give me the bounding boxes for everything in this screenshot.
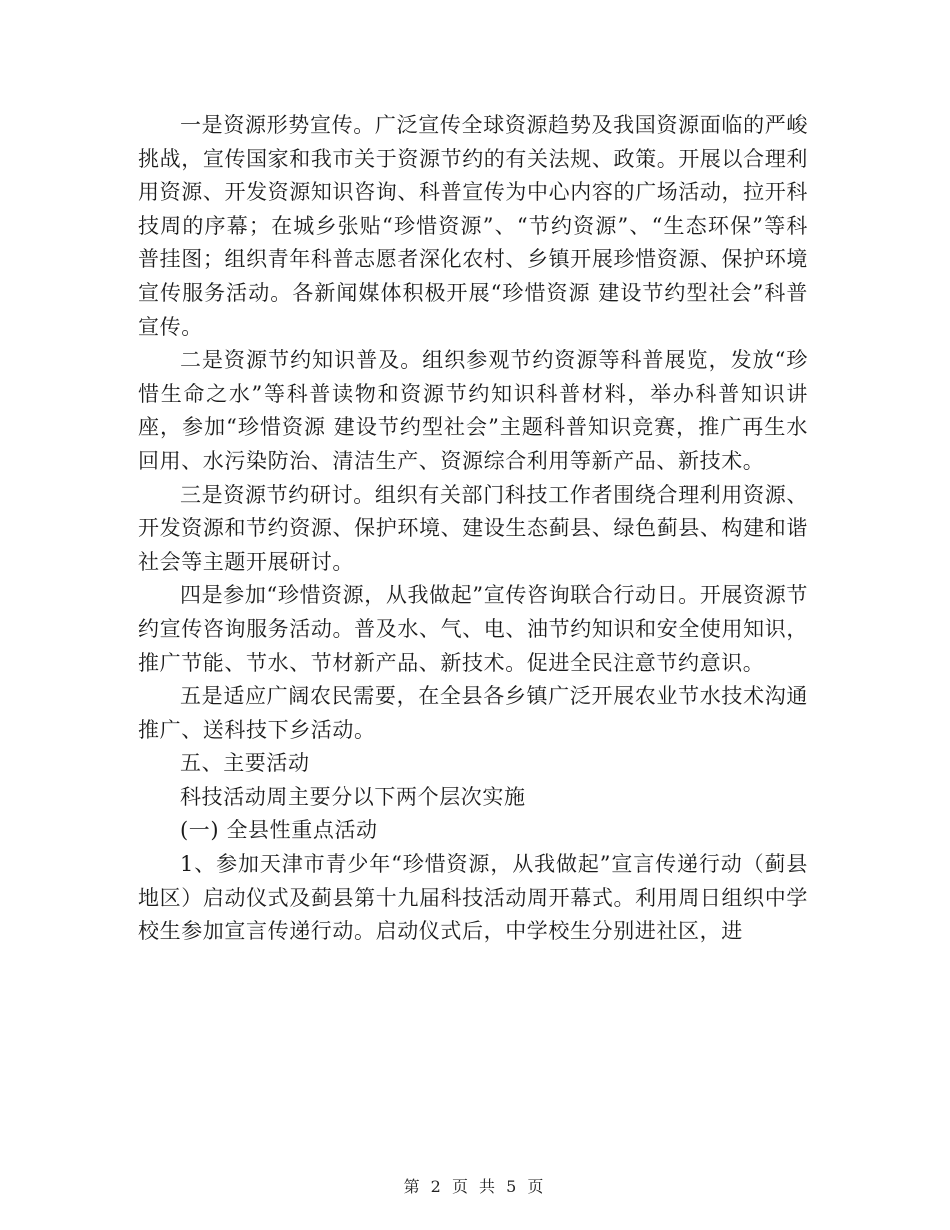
intro-line: 科技活动周主要分以下两个层次实施 — [180, 784, 526, 809]
paragraph-resource-seminar: 三是资源节约研讨。组织有关部门科技工作者围绕合理利用资源、开发资源和节约资源、保护环境、建设生态蓟县、绿色蓟县、构建和谐社会等主题开展研讨。 — [138, 482, 808, 574]
section-heading-main-activities: 五、主要活动 — [180, 751, 310, 776]
page-number-footer: 第 2 页 共 5 页 — [403, 1177, 547, 1196]
paragraph-action-day: 四是参加“珍惜资源，从我做起”宣传咨询联合行动日。开展资源节约宣传咨询服务活动。普及水、气、电、油节约知识和安全使用知识，推广节能、节水、节材新产品、新技术。促进全民注意节约意识。 — [138, 583, 808, 675]
paragraph-resource-situation: 一是资源形势宣传。广泛宣传全球资源趋势及我国资源面临的严峻挑战，宣传国家和我市关于资源节约的有关法规、政策。开展以合理利用资源、开发资源知识咨询、科普宣传为中心内容的广场活动，拉开科技周的序幕；在城乡张贴“珍惜资源”、“节约资源”、“生态环保”等科普挂图；组织青年科普志愿者深化农村、乡镇开展珍惜资源、保护环境宣传服务活动。各新闻媒体积极开展“珍惜资源 建设节约型社会”科普宣传。 — [138, 113, 808, 339]
paragraph-rural-promotion: 五是适应广阔农民需要，在全县各乡镇广泛开展农业节水技术沟通推广、送科技下乡活动。 — [138, 684, 808, 742]
document-body — [138, 109, 808, 949]
subsection-heading-county-activities: (一) 全县性重点活动 — [180, 818, 378, 843]
paragraph-knowledge-popularization: 二是资源节约知识普及。组织参观节约资源等科普展览，发放“珍惜生命之水”等科普读物和资源节约知识科普材料，举办科普知识讲座，参加“珍惜资源 建设节约型社会”主题科普知识竞赛，推广再生水回用、水污染防治、清洁生产、资源综合利用等新产品、新技术。 — [138, 348, 808, 473]
list-item-1: 1、参加天津市青少年“珍惜资源，从我做起”宣言传递行动（蓟县地区）启动仪式及蓟县第十九届科技活动周开幕式。利用周日组织中学校生参加宣言传递行动。启动仪式后，中学校生分别进社区，进 — [138, 852, 808, 944]
